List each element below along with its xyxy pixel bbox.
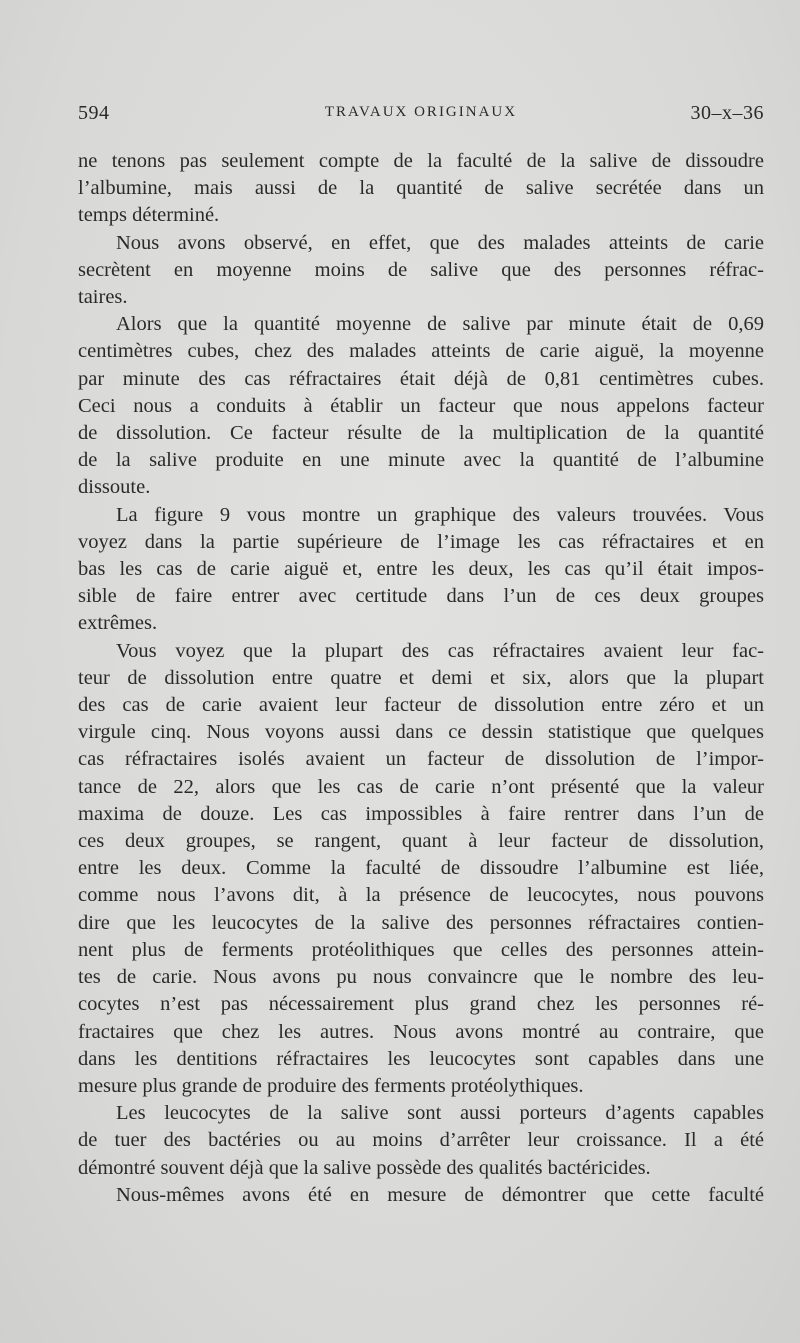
text-line: centimètres cubes, chez des malades atteints de carie aiguë, la moyenne: [78, 340, 764, 363]
text-line: comme nous l’avons dit, à la présence de leucocytes, nous pouvons: [78, 884, 764, 907]
paragraph: [78, 148, 764, 230]
text-line: des cas de carie avaient leur facteur de dissolution entre zéro et un: [78, 694, 764, 717]
text-line: de tuer des bactéries ou au moins d’arrêter leur croissance. Il a été: [78, 1129, 764, 1152]
text-line: taires.: [78, 286, 128, 309]
text-line: Nous-mêmes avons été en mesure de démontrer que cette faculté: [116, 1183, 764, 1206]
text-line: La figure 9 vous montre un graphique des valeurs trouvées. Vous: [116, 503, 764, 526]
running-title: TRAVAUX ORIGINAUX: [324, 104, 518, 120]
text-line: teur de dissolution entre quatre et demi et six, alors que la plupart: [78, 666, 764, 689]
text-line: bas les cas de carie aiguë et, entre les deux, les cas qu’il était impos-: [78, 558, 764, 581]
text-line: l’albumine, mais aussi de la quantité de salive secrétée dans un: [78, 177, 764, 200]
text-line: Alors que la quantité moyenne de salive par minute était de 0,69: [116, 313, 764, 336]
text-line: démontré souvent déjà que la salive possède des qualités bactéricides.: [78, 1156, 651, 1179]
text-line: entre les deux. Comme la faculté de dissoudre l’albumine est liée,: [78, 857, 764, 880]
text-line: tance de 22, alors que les cas de carie n’ont présenté que la valeur: [78, 775, 764, 798]
page-number: 594: [78, 102, 110, 124]
paragraph: [78, 1100, 764, 1182]
header-date: 30–x–36: [690, 102, 764, 124]
text-line: sible de faire entrer avec certitude dans l’un de ces deux groupes: [78, 585, 764, 608]
text-line: virgule cinq. Nous voyons aussi dans ce dessin statistique que quelques: [78, 721, 764, 744]
text-line: tes de carie. Nous avons pu nous convaincre que le nombre des leu-: [78, 966, 764, 989]
text-line: secrètent en moyenne moins de salive que des personnes réfrac-: [78, 258, 764, 281]
text-line: cocytes n’est pas nécessairement plus grand chez les personnes ré-: [78, 993, 764, 1016]
text-line: mesure plus grande de produire des ferments protéolythiques.: [78, 1074, 584, 1097]
text-line: cas réfractaires isolés avaient un facteur de dissolution de l’impor-: [78, 748, 764, 771]
paragraph: [78, 502, 764, 638]
text-line: extrêmes.: [78, 612, 158, 635]
text-line: ne tenons pas seulement compte de la faculté de la salive de dissoudre: [78, 150, 764, 172]
text-line: Ceci nous a conduits à établir un facteur que nous appelons facteur: [78, 394, 764, 417]
body-text: [78, 148, 764, 1209]
text-line: par minute des cas réfractaires était déjà de 0,81 centimètres cubes.: [78, 367, 764, 390]
text-line: voyez dans la partie supérieure de l’image les cas réfractaires et en: [78, 530, 764, 553]
text-line: de dissolution. Ce facteur résulte de la multiplication de la quantité: [78, 422, 764, 445]
text-line: Vous voyez que la plupart des cas réfractaires avaient leur fac-: [116, 639, 764, 662]
text-line: dissoute.: [78, 476, 151, 499]
text-line: ces deux groupes, se rangent, quant à leur facteur de dissolution,: [78, 830, 764, 853]
text-line: dans les dentitions réfractaires les leucocytes sont capables dans une: [78, 1047, 764, 1070]
text-line: de la salive produite en une minute avec la quantité de l’albumine: [78, 449, 764, 472]
paragraph: [78, 1182, 764, 1209]
text-line: fractaires que chez les autres. Nous avons montré au contraire, que: [78, 1020, 764, 1043]
paragraph: [78, 638, 764, 1100]
page-header: [78, 100, 764, 130]
text-line: nent plus de ferments protéolithiques que celles des personnes attein-: [78, 938, 764, 961]
text-line: dire que les leucocytes de la salive des personnes réfractaires contien-: [78, 911, 764, 934]
text-line: temps déterminé.: [78, 204, 220, 227]
paragraph: [78, 230, 764, 312]
text-line: Les leucocytes de la salive sont aussi porteurs d’agents capables: [116, 1102, 764, 1125]
text-line: maxima de douze. Les cas impossibles à faire rentrer dans l’un de: [78, 802, 764, 825]
text-line: Nous avons observé, en effet, que des malades atteints de carie: [116, 231, 764, 254]
paragraph: [78, 311, 764, 501]
